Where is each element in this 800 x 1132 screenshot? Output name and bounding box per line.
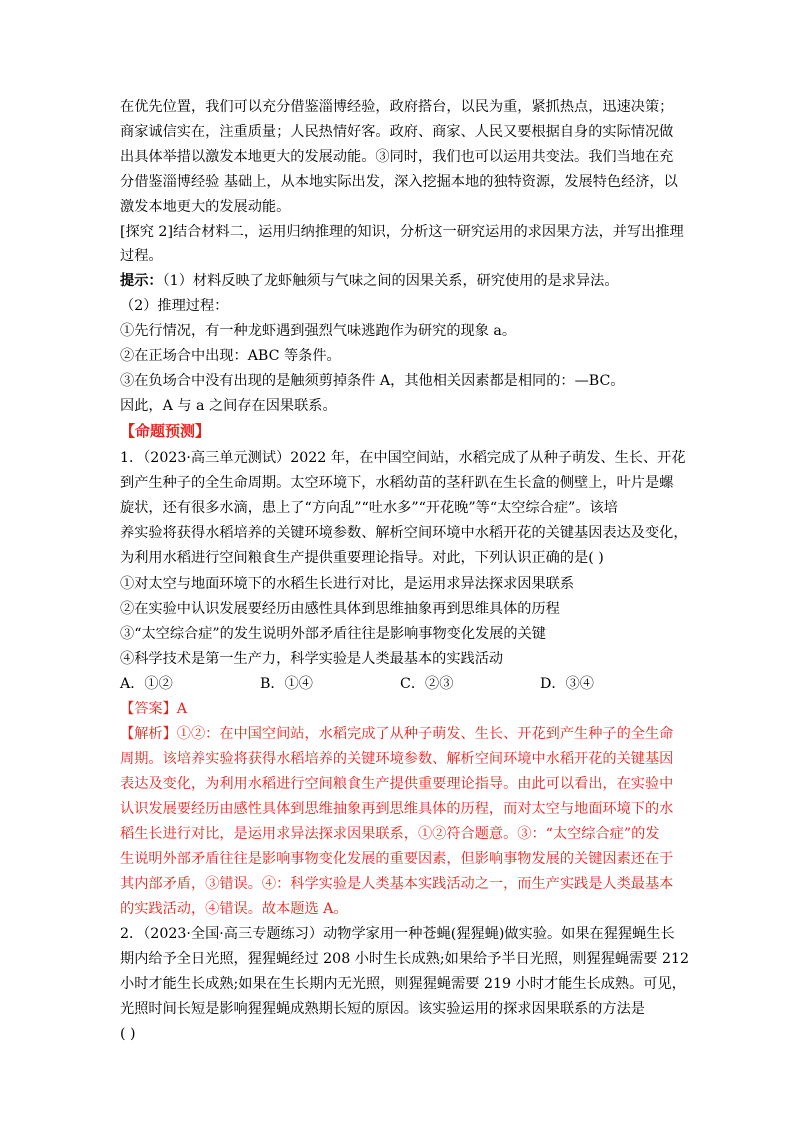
q1-stem-line-4: 养实验将获得水稻培养的关键环境参数、解析空间环境中水稻开花的关键基因表达及变化， — [120, 525, 688, 541]
q2-stem-line-5: ( ) — [120, 1026, 136, 1042]
q2-stem-line-3: 小时才能生长成熟;如果在生长期内无光照，则猩猩蝇需要 219 小时才能生长成熟。可见， — [120, 976, 686, 992]
hint-line-6: 因此，A 与 a 之间存在因果联系。 — [120, 398, 337, 414]
intro-line-3: 出具体举措以激发本地更大的发展动能。③同时，我们也可以运用共变法。我们当地在充 — [120, 149, 674, 165]
hint-label: 提示： — [120, 273, 163, 289]
intro-line-2: 商家诚信实在，注重质量；人民热情好客。政府、商家、人民又要根据自身的实际情况做 — [120, 124, 674, 140]
q1-analysis-line-4: 认识发展要经历由感性具体到思维抽象再到思维具体的历程，而对太空与地面环境下的水 — [120, 801, 674, 817]
q1-statement-1: ①对太空与地面环境下的水稻生长进行对比，是运用求异法探求因果联系 — [120, 576, 575, 592]
q1-analysis-line-6: 生说明外部矛盾往往是影响事物变化发展的重要因素，但影响事物发展的关键因素还在于 — [120, 851, 674, 867]
q1-stem-line-1: 1．（2023·高三单元测试）2022 年，在中国空间站，水稻完成了从种子萌发、生长、开花 — [120, 450, 686, 466]
q1-statement-3: ③“太空综合症”的发生说明外部矛盾往往是影响事物变化发展的关键 — [120, 626, 546, 642]
hint-line-2: （2）推理过程： — [120, 298, 229, 314]
q1-analysis-line-1: 【解析】①②：在中国空间站，水稻完成了从种子萌发、生长、开花到产生种子的全生命 — [120, 726, 674, 742]
q1-analysis-line-8: 的实践活动，④错误。故本题选 A。 — [120, 901, 348, 917]
q2-stem-line-2: 期内给予全日光照，猩猩蝇经过 208 小时生长成熟;如果给予半日光照，则猩猩蝇需要 212 — [120, 951, 690, 967]
q2-stem-line-1: 2．（2023·全国·高三专题练习）动物学家用一种苍蝇(猩猩蝇)做实验。如果在猩猩蝇生长 — [120, 926, 675, 942]
q1-analysis-line-3: 表达及变化，为利用水稻进行空间粮食生产提供重要理论指导。由此可以看出，在实验中 — [120, 776, 674, 792]
explore-line-2: 过程。 — [120, 248, 163, 264]
q1-stem-line-3: 旋状，还有很多水滴，患上了“方向乱”“吐水多”“开花晚”等“太空综合症”。该培 — [120, 500, 618, 516]
q1-stem-line-5: 为利用水稻进行空间粮食生产提供重要理论指导。对此，下列认识正确的是( ) — [120, 550, 604, 566]
q1-option-a: A．①② — [120, 676, 173, 692]
q1-analysis-line-7: 其内部矛盾，③错误。④：科学实验是人类基本实践活动之一，而生产实践是人类最基本 — [120, 876, 674, 892]
intro-line-4: 分借鉴淄博经验 基础上，从本地实际出发，深入挖掘本地的独特资源，发展特色经济，以 — [120, 174, 678, 190]
q1-analysis-line-5: 稻生长进行对比，是运用求异法探求因果联系，①②符合题意。③：“太空综合症”的发 — [120, 826, 660, 842]
q1-option-b: B．①④ — [260, 676, 313, 692]
hint-text: （1）材料反映了龙虾触须与气味之间的因果关系，研究使用的是求异法。 — [162, 273, 619, 289]
q1-answer: 【答案】A — [120, 701, 187, 717]
hint-line-3: ①先行情况，有一种龙虾遇到强烈气味逃跑作为研究的现象 a。 — [120, 323, 517, 339]
intro-line-1: 在优先位置，我们可以充分借鉴淄博经验，政府搭台，以民为重，紧抓热点，迅速决策； — [120, 99, 674, 115]
q1-stem-line-2: 到产生种子的全生命周期。太空环境下，水稻幼苗的茎秆趴在生长盒的侧壁上，叶片是螺 — [120, 475, 674, 491]
intro-line-5: 激发本地更大的发展动能。 — [120, 199, 291, 215]
q1-option-c: C．②③ — [400, 676, 454, 692]
section-title: 【命题预测】 — [120, 422, 211, 440]
explore-line-1: [探究 2]结合材料二，运用归纳推理的知识，分析这一研究运用的求因果方法，并写出推理 — [120, 224, 684, 240]
q1-statement-4: ④科学技术是第一生产力，科学实验是人类最基本的实践活动 — [120, 651, 504, 667]
q1-statement-2: ②在实验中认识发展要经历由感性具体到思维抽象再到思维具体的历程 — [120, 601, 560, 617]
hint-line-1 — [120, 271, 619, 291]
q1-analysis-line-2: 周期。该培养实验将获得水稻培养的关键环境参数、解析空间环境中水稻开花的关键基因 — [120, 751, 674, 767]
q2-stem-line-4: 光照时间长短是影响猩猩蝇成熟期长短的原因。该实验运用的探求因果联系的方法是 — [120, 1001, 645, 1017]
q1-option-d: D．③④ — [540, 676, 594, 692]
hint-line-4: ②在正场合中出现：ABC 等条件。 — [120, 348, 341, 364]
hint-line-5: ③在负场合中没有出现的是触须剪掉条件 A，其他相关因素都是相同的：—BC。 — [120, 373, 625, 389]
